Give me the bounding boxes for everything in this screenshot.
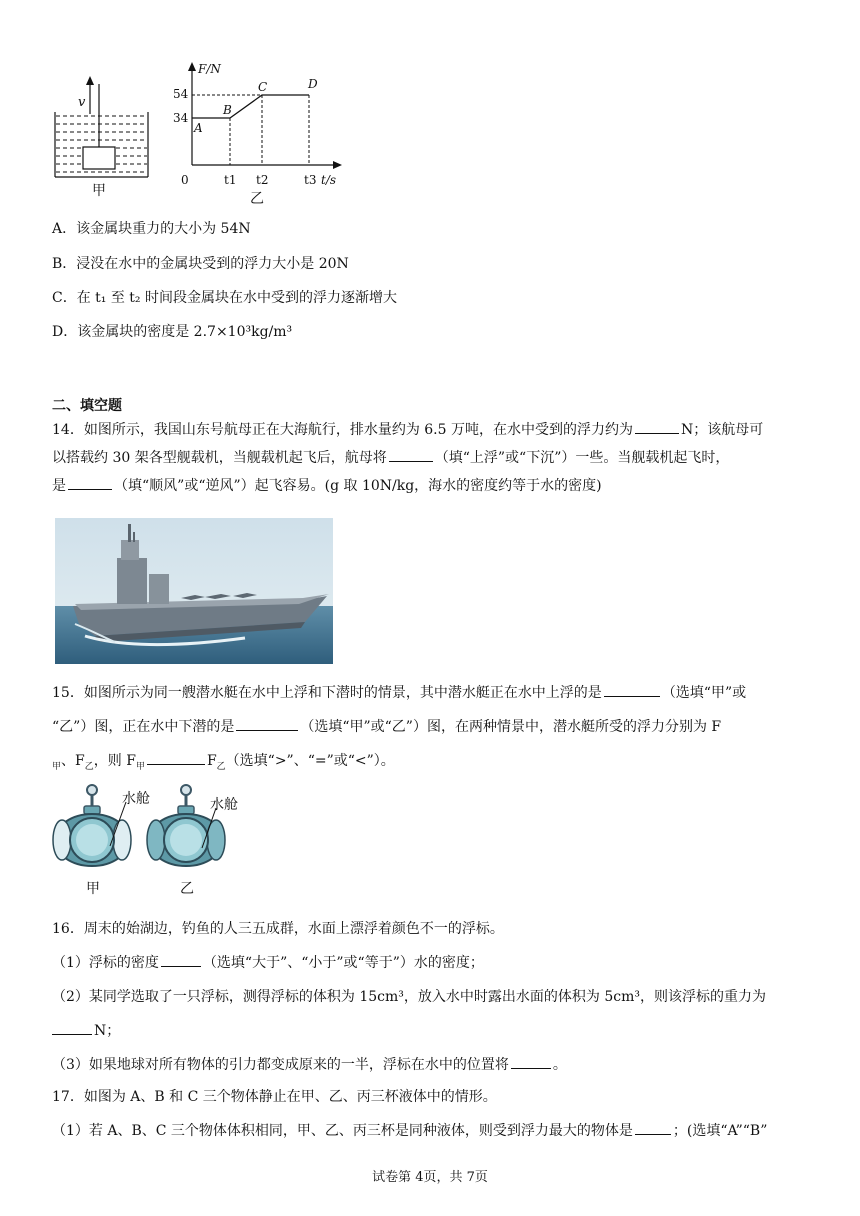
figure-velocity-label: v [78,95,86,110]
aircraft-carrier-photo [55,518,333,664]
figure-jia-caption: 甲 [92,183,106,199]
q16-blank-3[interactable] [511,1054,551,1069]
q13-option-d: D．该金属块的密度是 2.7×10³kg/m³ [52,324,293,340]
q16-part3: （3）如果地球对所有物体的引力都变成原来的一半，浮标在水中的位置将 。 [52,1054,567,1074]
q15-blank-1[interactable] [604,682,660,697]
q15-blank-2[interactable] [236,716,298,731]
section-title: 二、填空题 [52,398,122,414]
figure-yi-caption: 乙 [250,191,264,207]
ft-series-line [192,95,309,118]
q16-blank-1[interactable] [161,952,201,967]
tank-label-jia: 水舱 [122,791,150,807]
q14-blank-1[interactable] [635,419,679,434]
q15-blank-3[interactable] [147,750,205,765]
graph-xtick-t1: t1 [224,173,237,187]
q14-text: 14．如图所示，我国山东号航母正在大海航行，排水量约为 6.5 万吨，在水中受到的浮力约为 N；该航母可 以搭载约 30 架各型舰载机，当舰载机起飞后，航母将 （填“上浮”或“下沉”）一些。当舰载机起飞时， 是 （填“顺风”或“逆风”）起飞容易。(g 取 10N/kg，海水的密度约等于水的密度) [52,416,812,500]
q17-part1: （1）若 A、B、C 三个物体体积相同，甲、乙、丙三杯是同种液体，则受到浮力最大的物体是 ；(选填“A”“B” [52,1120,767,1140]
q16-intro: 16．周末的始湖边，钓鱼的人三五成群，水面上漂浮着颜色不一的浮标。 [52,921,504,937]
q16-part2: （2）某同学选取了一只浮标，测得浮标的体积为 15cm³，放入水中时露出水面的体积为 5cm³，则该浮标的重力为 N； [52,989,766,1039]
graph-ylabel: F/N [198,62,221,76]
graph-xtick-t2: t2 [256,173,269,187]
q14-blank-2[interactable] [389,447,433,462]
submarine-caption-jia: 甲 [86,881,100,897]
graph-xtick-t3: t3 [304,173,317,187]
q13-option-c: C．在 t₁ 至 t₂ 时间段金属块在水中受到的浮力逐渐增大 [52,290,397,306]
graph-ytick-34: 34 [173,111,189,125]
graph-xlabel: t/s [321,173,337,187]
q17-intro: 17．如图为 A、B 和 C 三个物体静止在甲、乙、丙三杯液体中的情形。 [52,1089,497,1105]
q16-part1: （1）浮标的密度 （选填“大于”、“小于”或“等于”）水的密度； [52,952,484,972]
graph-point-A: A [194,121,203,135]
q17-blank-1[interactable] [635,1120,671,1135]
q15-text: 15．如图所示为同一艘潜水艇在水中上浮和下潜时的情景，其中潜水艇正在水中上浮的是 （选填“甲”或 “乙”）图，正在水中下潜的是 （选填“甲”或“乙”）图，在两种情景中，潜水艇所受的浮力分别为 F $_甲$、$F_乙$，则 $F_甲$ $F_乙$（选填“>”、“=”或“<”）。 [52,676,812,784]
q13-option-b: B．浸没在水中的金属块受到的浮力大小是 20N [52,256,349,272]
graph-point-D: D [308,77,318,91]
graph-origin: 0 [181,173,189,187]
tank-label-yi: 水舱 [210,797,238,813]
page-footer: 试卷第 4页，共 7页 [372,1170,488,1185]
submarine-caption-yi: 乙 [180,881,194,897]
graph-point-C: C [258,80,268,94]
q14-blank-3[interactable] [68,475,112,490]
graph-point-B: B [223,103,232,117]
q16-blank-2[interactable] [52,1020,92,1035]
graph-ytick-54: 54 [173,87,189,101]
q13-option-a: A．该金属块重力的大小为 54N [52,221,251,237]
